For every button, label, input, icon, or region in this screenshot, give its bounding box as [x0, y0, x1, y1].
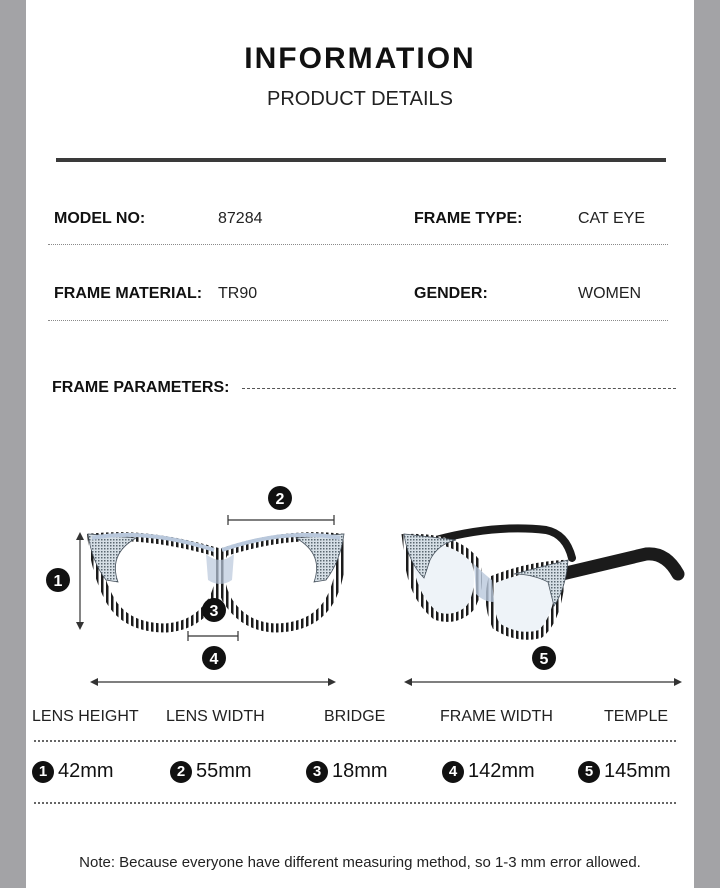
table-divider [34, 802, 676, 804]
header-divider [56, 158, 666, 162]
measurement-lens-width [170, 760, 252, 783]
gender-value: WOMEN [578, 285, 642, 302]
marker-1 [46, 568, 70, 592]
marker-3 [202, 598, 226, 622]
model-label: MODEL NO: [54, 210, 146, 227]
measurement-value: 145mm [604, 760, 671, 782]
measurement-value: 142mm [468, 760, 535, 782]
col-lens-width: LENS WIDTH [166, 708, 265, 725]
svg-text:4: 4 [209, 651, 219, 668]
number-badge: 5 [578, 761, 600, 783]
gender-label: GENDER: [414, 285, 488, 302]
number-badge: 4 [442, 761, 464, 783]
page-title: INFORMATION [244, 42, 476, 75]
product-info-sheet [26, 0, 694, 888]
measurement-value: 18mm [332, 760, 388, 782]
lens-height-arrow [76, 532, 84, 630]
col-temple: TEMPLE [604, 708, 669, 725]
measurement-lens-height [32, 760, 114, 783]
page-subtitle: PRODUCT DETAILS [267, 88, 453, 110]
bridge-arrow [188, 631, 238, 641]
temple-arrow [404, 678, 682, 686]
row-divider [48, 320, 668, 321]
col-frame-width: FRAME WIDTH [440, 708, 553, 725]
frame-width-arrow [90, 678, 336, 686]
measurement-value: 42mm [58, 760, 114, 782]
material-value: TR90 [218, 285, 258, 302]
lens-width-arrow [228, 515, 334, 525]
table-divider [34, 740, 676, 742]
row-divider [48, 244, 668, 245]
frame-parameters-label: FRAME PARAMETERS: [52, 379, 230, 396]
svg-text:3: 3 [209, 603, 219, 620]
frame-diagram [26, 470, 694, 700]
svg-text:2: 2 [275, 491, 285, 508]
number-badge: 3 [306, 761, 328, 783]
frame-type-value: CAT EYE [578, 210, 645, 227]
svg-text:1: 1 [53, 573, 63, 590]
side-glasses-illustration [404, 528, 678, 635]
disclaimer-note: Note: Because everyone have different measuring method, so 1-3 mm error allowed. [79, 854, 641, 871]
marker-2 [268, 486, 292, 510]
material-label: FRAME MATERIAL: [54, 285, 203, 302]
measurement-temple [578, 760, 671, 783]
measurement-bridge [306, 760, 388, 783]
model-value: 87284 [218, 210, 263, 227]
measurement-value: 55mm [196, 760, 252, 782]
marker-4 [202, 646, 226, 670]
frame-type-label: FRAME TYPE: [414, 210, 523, 227]
col-bridge: BRIDGE [324, 708, 386, 725]
measurement-frame-width [442, 760, 535, 783]
svg-text:5: 5 [539, 651, 549, 668]
parameters-dash-line [242, 388, 676, 389]
col-lens-height: LENS HEIGHT [32, 708, 139, 725]
number-badge: 1 [32, 761, 54, 783]
marker-5 [532, 646, 556, 670]
number-badge: 2 [170, 761, 192, 783]
